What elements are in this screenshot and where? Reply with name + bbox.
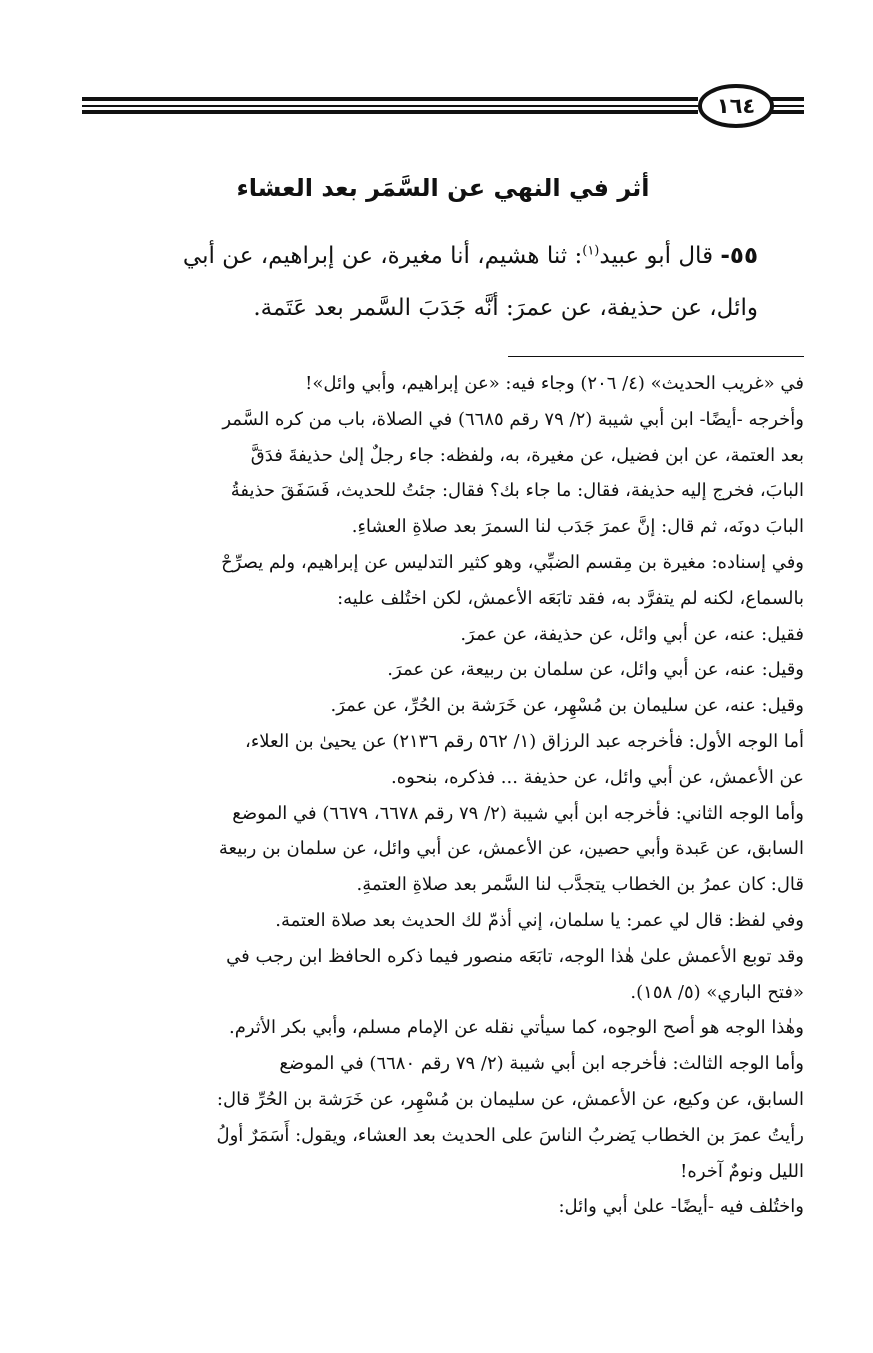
main-text-line-1 [82,230,758,282]
footnote-line: قال: كان عمرُ بن الخطاب يتجدَّب لنا السَّمر بعد صلاةِ العتمةِ. [356,874,804,896]
section-title: أثر في النهي عن السَّمَر بعد العشاء [236,174,650,202]
footnote-line: بالسماع، لكنه لم يتفرَّد به، فقد تابَعَه الأعمش، لكن اختُلف عليه: [337,587,804,609]
page-number: ١٦٤ [716,94,756,118]
footnote-line: فقيل: عنه، عن أبي وائل، عن حذيفة، عن عمرَ. [460,623,804,645]
footnote-line: «فتح الباري» (٥/ ١٥٨). [630,981,804,1003]
footnote-line: واختُلف فيه -أيضًا- علىٰ أبي وائل: [558,1196,804,1218]
footnote-line: أما الوجه الأول: فأخرجه عبد الرزاق (١/ ٥٦٢ رقم ٢١٣٦) عن يحيىٰ بن العلاء، [245,730,804,752]
footnote-line: السابق، عن عَبدة وأبي حصين، عن الأعمش، عن أبي وائل، عن سلمان بن ربيعة [218,838,804,860]
footnote-line: البابَ دونَه، ثم قال: إنَّ عمرَ جَدَب لنا السمرَ بعد صلاةِ العشاءِ. [351,516,804,538]
footnote-line: الليل ونومٌ آخره! [680,1160,804,1182]
footnote-line: وأما الوجه الثالث: فأخرجه ابن أبي شيبة (٢/ ٧٩ رقم ٦٦٨٠) في الموضع [279,1053,804,1075]
footnote-line: السابق، عن وكيع، عن الأعمش، عن سليمان بن مُسْهِر، عن خَرَشة بن الحُرِّ قال: [216,1088,804,1110]
footnote-line: وفي إسناده: مغيرة بن مِقسم الضبِّي، وهو كثير التدليس عن إبراهيم، ولم يصرِّحْ [221,551,804,573]
footnote-line: وأخرجه -أيضًا- ابن أبي شيبة (٢/ ٧٩ رقم ٦٦٨٥) في الصلاة، باب من كره السَّمر [222,408,804,430]
footnotes [82,366,804,1225]
footnote-line: بعد العتمة، عن ابن فضيل، عن مغيرة، به، ولفظه: جاء رجلٌ إلىٰ حذيفةَ فدَقَّ [250,444,804,466]
header-rule-ornament [82,84,804,128]
footnote-line: في «غريب الحديث» (٤/ ٢٠٦) وجاء فيه: «عن إبراهيم، وأبي وائل»! [305,373,804,394]
footnote-line: عن الأعمش، عن أبي وائل، عن حذيفة ... فذكره، بنحوه. [391,766,804,788]
footnote-reference: (١) [582,243,600,259]
hadith-number: ٥٥- [720,243,758,269]
footnote-line: وأما الوجه الثاني: فأخرجه ابن أبي شيبة (٢/ ٧٩ رقم ٦٦٧٨، ٦٦٧٩) في الموضع [232,802,804,824]
main-text-line-1-start: قال أبو عبيد [599,243,714,269]
footnote-line: وهٰذا الوجه هو أصح الوجوه، كما سيأتي نقله عن الإمام مسلم، وأبي بكر الأثرم. [228,1017,804,1039]
footnote-line: وفي لفظ: قال لي عمر: يا سلمان، إني أذمّ لك الحديث بعد صلاة العتمة. [275,909,804,931]
footnote-separator [508,356,804,357]
footnote-line: وقد توبع الأعمش علىٰ هٰذا الوجه، تابَعَه منصور فيما ذكره الحافظ ابن رجب في [226,945,804,967]
footnote-line: البابَ، فخرج إليه حذيفة، فقال: ما جاء بك؟ فقال: جئتُ للحديث، فَسَفَقَ حذيفةُ [230,480,804,502]
main-text-line-1-rest: : ثنا هشيم، أنا مغيرة، عن إبراهيم، عن أبي [182,243,583,269]
page-header [82,84,804,128]
footnote-line: وقيل: عنه، عن سليمان بن مُسْهِر، عن خَرَشة بن الحُرِّ، عن عمرَ. [330,695,804,717]
main-text-line-2: وائل، عن حذيفة، عن عمرَ: أنَّه جَدَبَ السَّمر بعد عَتَمة. [253,295,758,321]
main-text [82,230,758,334]
footnote-line: وقيل: عنه، عن أبي وائل، عن سلمان بن ربيعة، عن عمرَ. [387,659,804,681]
footnote-line: رأيتُ عمرَ بن الخطاب يَضربُ الناسَ على الحديث بعد العشاء، ويقول: أَسَمَرٌ أولُ [216,1124,804,1146]
